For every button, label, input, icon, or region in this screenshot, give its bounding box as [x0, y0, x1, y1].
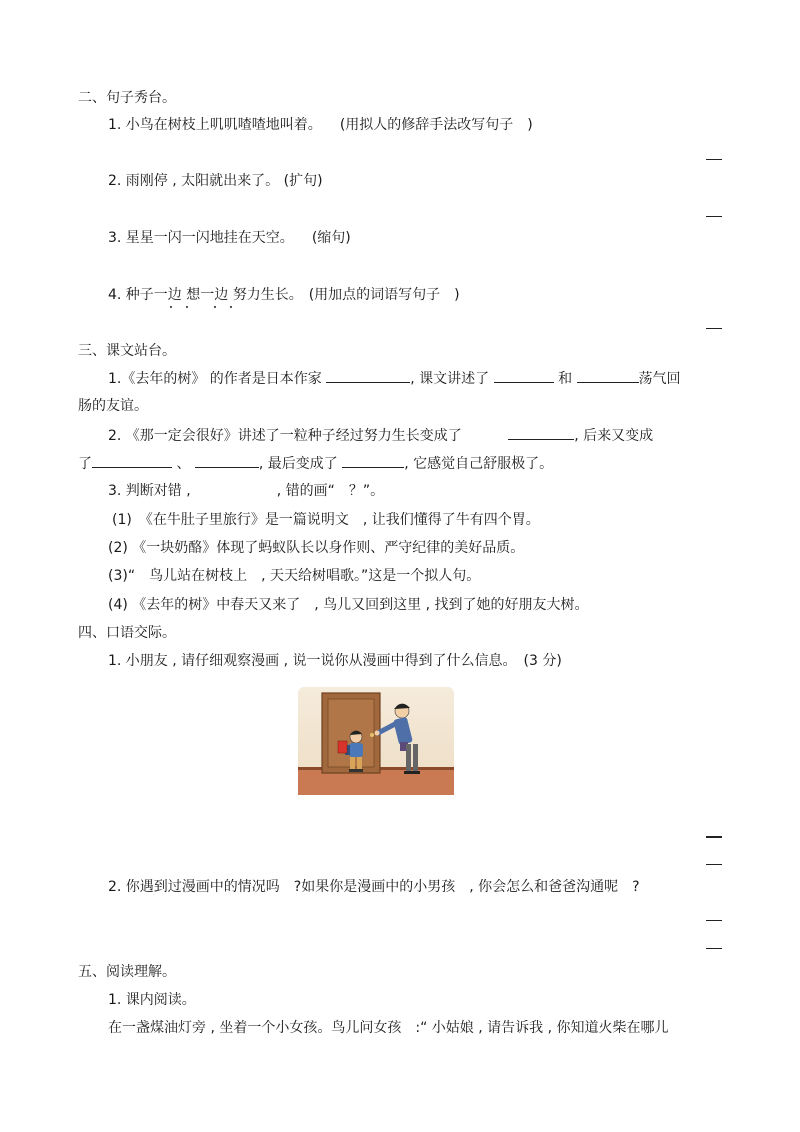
section-heading-3: 三、课文站台。: [78, 343, 176, 359]
answer-line[interactable]: [706, 836, 722, 838]
question-text: 4. 种子一边 想一边 努力生长。: [108, 287, 303, 303]
question-text: , 它感觉自己舒服极了。: [404, 456, 554, 472]
section-heading-2: 二、句子秀台。: [78, 90, 176, 106]
fill-blank[interactable]: [577, 368, 639, 383]
question-3-3: [108, 481, 384, 501]
question-text: 荡气回: [638, 371, 681, 387]
answer-line[interactable]: [706, 920, 722, 921]
question-3-1-cont: 肠的友谊。: [78, 398, 148, 414]
fill-blank[interactable]: [326, 368, 410, 383]
question-2-1: [108, 115, 533, 135]
judge-item-2: (2) 《一块奶酪》体现了蚂蚁队长以身作则、严守纪律的美好品质。: [108, 540, 525, 556]
question-3-2-cont: [78, 453, 553, 474]
answer-line[interactable]: [706, 328, 722, 329]
question-4-2: 2. 你遇到过漫画中的情况吗 ?如果你是漫画中的小男孩 , 你会怎么和爸爸沟通呢 ?: [108, 879, 640, 895]
section-heading-4: 四、口语交际。: [78, 625, 176, 641]
question-note: (用拟人的修辞手法改写句子 ): [339, 117, 533, 133]
question-text: 2. 《那一定会很好》讲述了一粒种子经过努力生长变成了: [108, 428, 462, 444]
question-2-2: 2. 雨刚停 , 太阳就出来了。 (扩句): [108, 173, 323, 189]
question-text: 3. 星星一闪一闪地挂在天空。: [108, 230, 294, 246]
emphasis-dot: [230, 306, 232, 308]
question-4-1: 1. 小朋友 , 请仔细观察漫画 , 说一说你从漫画中得到了什么信息。 (3 分): [108, 653, 562, 669]
comic-illustration: [298, 687, 454, 795]
question-2-4: [108, 285, 460, 305]
answer-line[interactable]: [706, 159, 722, 160]
question-text: 了: [78, 456, 92, 472]
answer-line[interactable]: [706, 948, 722, 949]
emphasis-dot: [214, 306, 216, 308]
question-text: 3. 判断对错 ,: [108, 483, 191, 499]
question-3-2: [108, 425, 653, 446]
question-text: 1.《去年的树》 的作者是日本作家: [108, 371, 322, 387]
fill-blank[interactable]: [92, 453, 172, 468]
question-text: , 后来又变成: [574, 428, 654, 444]
question-2-3: [108, 228, 351, 248]
fill-blank[interactable]: [508, 425, 574, 440]
question-text: , 最后变成了: [258, 456, 338, 472]
section-heading-5: 五、阅读理解。: [78, 964, 176, 980]
judge-item-1: (1) 《在牛肚子里旅行》是一篇说明文 , 让我们懂得了牛有四个胃。: [112, 512, 540, 528]
question-text: 、: [176, 456, 191, 472]
question-text: 和: [558, 371, 573, 387]
question-text: , 错的画“ ？”。: [276, 483, 385, 499]
answer-line[interactable]: [706, 864, 722, 865]
emphasis-dot: [170, 306, 172, 308]
judge-item-3: (3)“ 鸟儿站在树枝上 , 天天给树唱歌。”这是一个拟人句。: [108, 568, 481, 584]
fill-blank[interactable]: [494, 368, 554, 383]
emphasis-dot: [186, 306, 188, 308]
question-note: (用加点的词语写句子 ): [308, 287, 460, 303]
fill-blank[interactable]: [342, 453, 404, 468]
reading-paragraph: 在一盏煤油灯旁 , 坐着一个小女孩。鸟儿问女孩 :“ 小姑娘 , 请告诉我 , 你知道火柴在哪儿: [108, 1020, 669, 1036]
answer-line[interactable]: [706, 216, 722, 217]
question-3-1: [108, 368, 681, 389]
judge-item-4: (4) 《去年的树》中春天又来了 , 鸟儿又回到这里 , 找到了她的好朋友大树。: [108, 597, 589, 613]
question-text: 1. 小鸟在树枝上叽叽喳喳地叫着。: [108, 117, 322, 133]
question-text: , 课文讲述了: [410, 371, 490, 387]
fill-blank[interactable]: [195, 453, 259, 468]
question-note: (缩句): [311, 230, 351, 246]
sub-heading: 1. 课内阅读。: [108, 992, 196, 1008]
comic-father-son-door-icon: [298, 687, 454, 795]
